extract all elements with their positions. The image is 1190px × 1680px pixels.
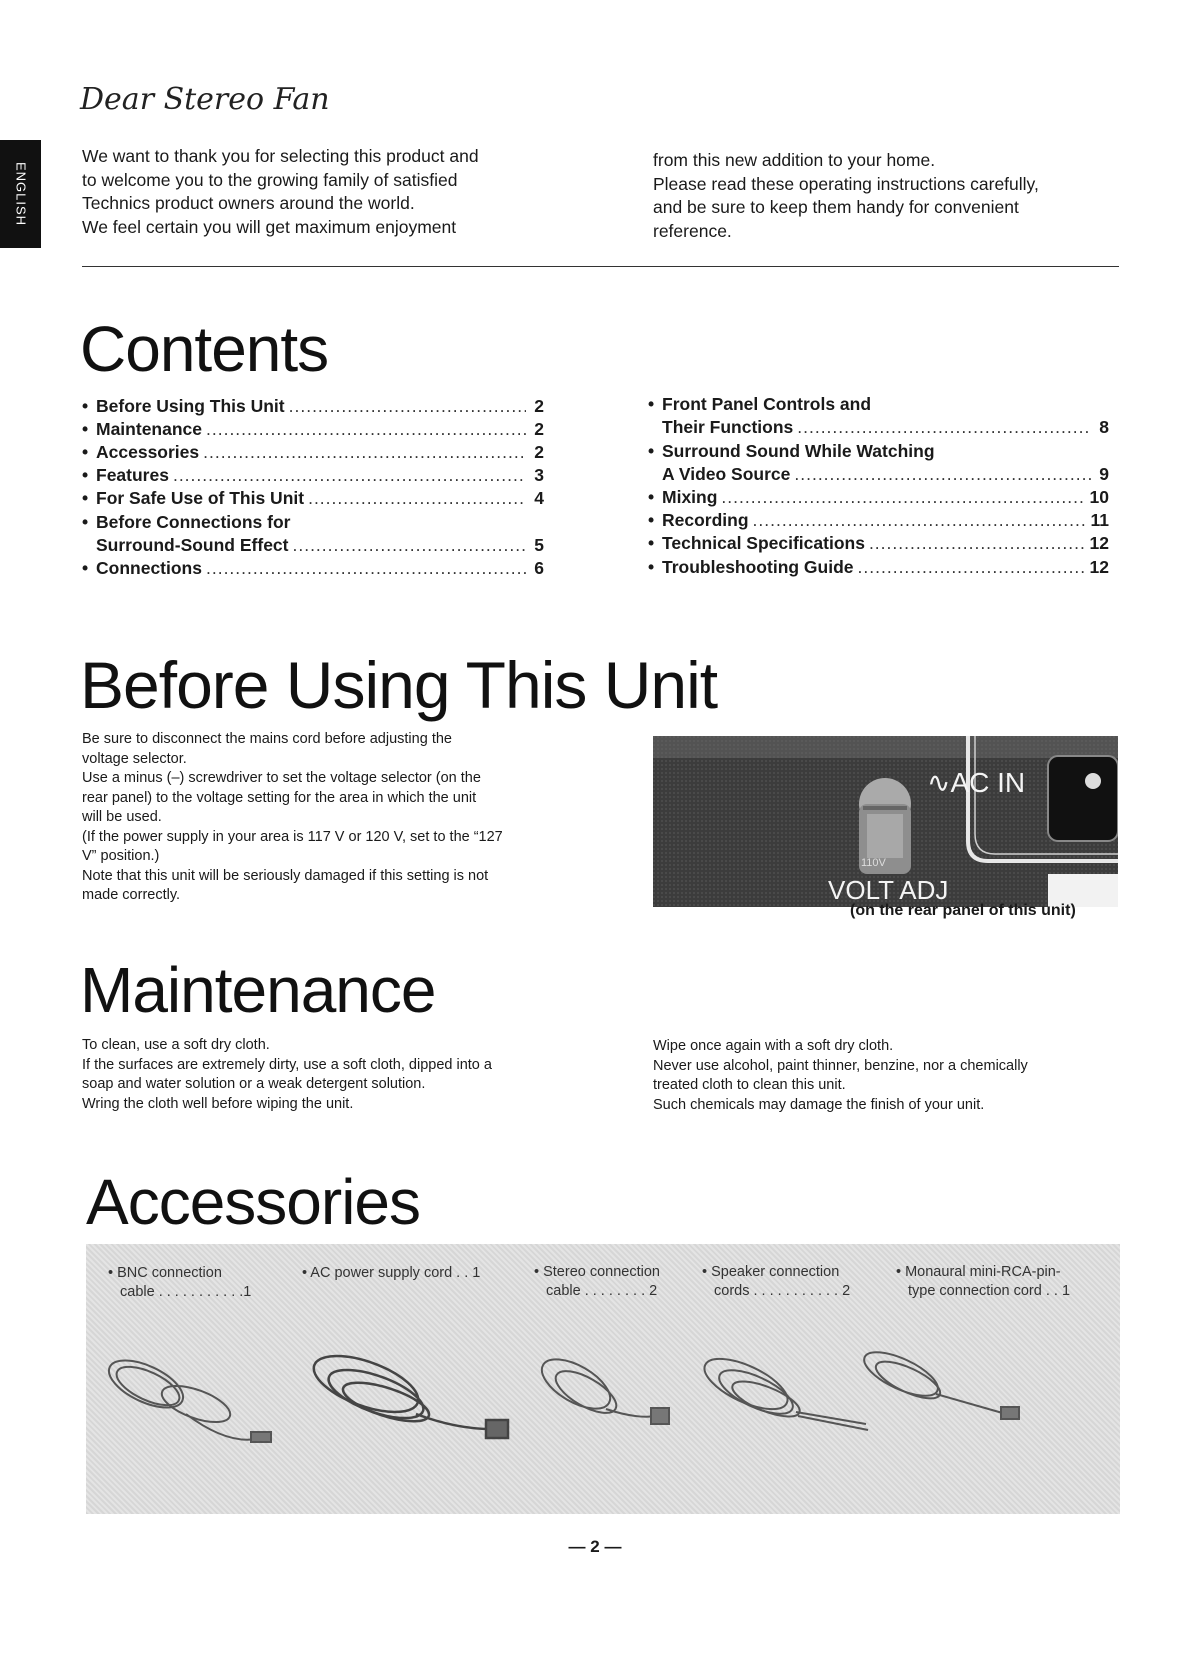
language-tab [0, 140, 41, 248]
body-line: (If the power supply in your area is 117 V or 120 V, set to the “127 [82, 828, 503, 845]
contents-title: Contents [80, 313, 329, 385]
voltage-value-label: 110V [861, 857, 886, 869]
body-line: Wipe once again with a soft dry cloth. [653, 1038, 894, 1054]
toc-entry[interactable]: • For Safe Use of This Unit ..... 4 [82, 488, 544, 509]
greeting-heading: Dear Stereo Fan [80, 82, 330, 117]
toc-page: 10 [1089, 487, 1109, 507]
toc-page: 3 [534, 465, 544, 485]
intro-right [653, 149, 1123, 243]
toc-label: Mixing [662, 487, 718, 507]
body-line: will be used. [82, 809, 162, 825]
toc-label: For Safe Use of This Unit [96, 488, 305, 508]
toc-label: Recording [662, 510, 749, 530]
before-using-text [82, 730, 552, 906]
toc-entry-heading[interactable]: • Front Panel Controls and [648, 394, 872, 414]
toc-entry[interactable]: • Troubleshooting Guide ..... 12 [648, 557, 1109, 578]
toc-entry[interactable] [662, 464, 1109, 485]
toc-page: 12 [1089, 557, 1109, 577]
rear-panel-illustration [653, 736, 1118, 907]
toc-entry-heading[interactable]: • Surround Sound While Watching [648, 441, 935, 461]
stereo-cable-icon [534, 1349, 669, 1424]
toc-page: 8 [1099, 417, 1109, 437]
toc-label: Maintenance [96, 419, 202, 439]
toc-page: 12 [1089, 533, 1109, 553]
toc-entry[interactable] [662, 417, 1109, 438]
maintenance-right-text [653, 1037, 1123, 1115]
body-line: treated cloth to clean this unit. [653, 1077, 846, 1093]
body-line: V” position.) [82, 848, 160, 864]
toc-entry[interactable]: • Maintenance ..... 2 [82, 419, 544, 440]
intro-line: and be sure to keep them handy for convenient [653, 197, 1019, 217]
body-line: Such chemicals may damage the finish of your unit. [653, 1096, 985, 1113]
body-line: Never use alcohol, paint thinner, benzine, nor a chemically [653, 1057, 1028, 1074]
rear-panel-photo [653, 736, 1118, 907]
toc-label: A Video Source [662, 464, 791, 484]
toc-label: Before Connections for [96, 512, 291, 532]
toc-label: Troubleshooting Guide [662, 557, 854, 577]
photo-caption: (on the rear panel of this unit) [850, 902, 1076, 919]
accessories-title: Accessories [86, 1166, 420, 1238]
body-line: Be sure to disconnect the mains cord before adjusting the [82, 731, 452, 747]
intro-line: We feel certain you will get maximum enjoyment [82, 216, 457, 237]
intro-line: We want to thank you for selecting this product and [82, 146, 479, 166]
body-line: voltage selector. [82, 750, 187, 767]
bnc-cable-icon [102, 1351, 271, 1442]
toc-page: 4 [534, 488, 544, 508]
toc-entry[interactable]: • Accessories ..... 2 [82, 442, 544, 463]
ac-in-label: ∿AC IN [927, 767, 1026, 798]
intro-left [82, 145, 582, 239]
body-line: If the surfaces are extremely dirty, use a soft cloth, dipped into a [82, 1056, 492, 1073]
maintenance-left-text [82, 1036, 562, 1114]
toc-label: Front Panel Controls and [662, 394, 872, 414]
toc-page: 2 [534, 396, 544, 416]
toc-label: Surround Sound While Watching [662, 441, 935, 461]
mini-rca-cord-icon [858, 1344, 1019, 1419]
toc-entry[interactable]: • Technical Specifications ..... 12 [648, 533, 1109, 554]
body-line: Use a minus (–) screwdriver to set the voltage selector (on the [82, 770, 481, 786]
accessory-bnc-label: • BNC connection cable . . . . . . . . . . .1 [108, 1265, 252, 1300]
toc-label: Surround-Sound Effect [96, 535, 289, 555]
ac-cord-icon [307, 1345, 508, 1438]
maintenance-title: Maintenance [80, 954, 436, 1026]
intro-line: Please read these operating instructions carefully, [653, 173, 1039, 194]
toc-page: 2 [534, 419, 544, 439]
intro-line: to welcome you to the growing family of satisfied [82, 169, 458, 190]
accessories-illustration [86, 1244, 1120, 1514]
toc-entry[interactable]: • Features ..... 3 [82, 465, 544, 486]
toc-label: Technical Specifications [662, 533, 865, 553]
language-tab-label: ENGLISH [13, 161, 28, 227]
speaker-cords-icon [698, 1349, 868, 1430]
toc-label: Before Using This Unit [96, 396, 285, 416]
body-line: Note that this unit will be seriously damaged if this setting is not [82, 867, 489, 884]
body-line: soap and water solution or a weak detergent solution. [82, 1076, 426, 1092]
page-number: — 2 — [568, 1537, 622, 1556]
toc-label: Features [96, 465, 169, 485]
body-line: Wring the cloth well before wiping the unit. [82, 1095, 354, 1112]
intro-line: from this new addition to your home. [653, 150, 936, 170]
toc-entry[interactable]: • Connections ..... 6 [82, 558, 544, 579]
accessory-stereo-cable-label: • Stereo connection cable . . . . . . . . 2 [534, 1264, 660, 1299]
accessories-panel [86, 1244, 1120, 1514]
toc-page: 9 [1099, 464, 1109, 484]
toc-entry[interactable]: • Recording ..... 11 [648, 510, 1109, 531]
toc-page: 2 [534, 442, 544, 462]
toc-label: Their Functions [662, 417, 794, 437]
toc-entry[interactable]: • Mixing ..... 10 [648, 487, 1109, 508]
body-line: To clean, use a soft dry cloth. [82, 1037, 270, 1053]
intro-line: Technics product owners around the world. [82, 193, 415, 213]
accessory-speaker-cords-label: • Speaker connection cords . . . . . . . . . . . 2 [702, 1264, 851, 1299]
volt-adj-label: VOLT ADJ [828, 875, 949, 905]
toc-page: 11 [1090, 510, 1109, 530]
body-line: rear panel) to the voltage setting for the area in which the unit [82, 789, 477, 806]
body-line: made correctly. [82, 887, 181, 903]
toc-entry-heading[interactable]: • Before Connections for [82, 512, 291, 532]
accessory-ac-cord-label: • AC power supply cord . . 1 [302, 1265, 481, 1281]
toc-label: Connections [96, 558, 202, 578]
toc-entry[interactable]: • Before Using This Unit ..... 2 [82, 396, 544, 417]
toc-label: Accessories [96, 442, 200, 462]
toc-entry[interactable] [96, 535, 544, 556]
toc-page: 5 [534, 535, 544, 555]
toc-page: 6 [534, 558, 544, 578]
accessory-mini-rca-label: • Monaural mini-RCA-pin- type connection cord . . 1 [896, 1264, 1071, 1299]
before-using-title: Before Using This Unit [80, 648, 718, 722]
intro-line: reference. [653, 220, 732, 241]
divider-rule [82, 266, 1119, 267]
